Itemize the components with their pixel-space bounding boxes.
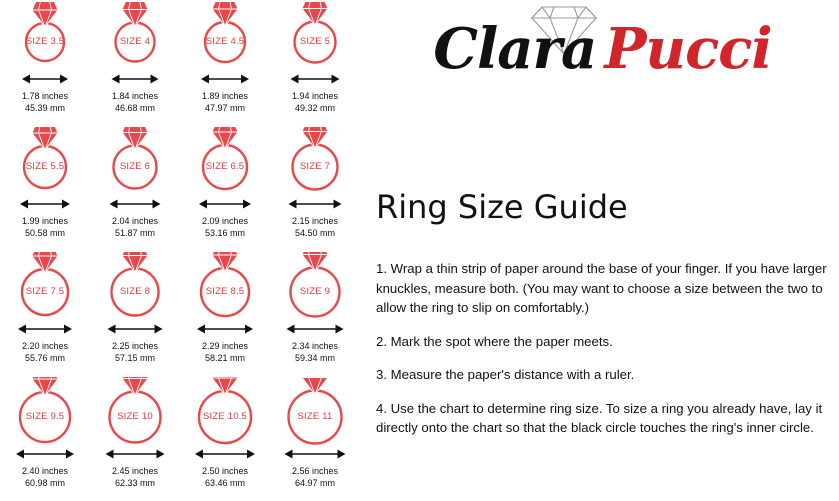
ring-illustration (90, 0, 180, 72)
ring-inches: 2.34 inches (291, 341, 339, 351)
diameter-arrow (90, 72, 180, 88)
ring-illustration (180, 125, 270, 197)
ring-inches: 1.78 inches (21, 91, 69, 101)
ring-illustration (0, 125, 90, 197)
ring-size-label: SIZE 7.5 (25, 286, 65, 297)
ring-mm: 47.97 mm (204, 102, 246, 113)
brand-second-word: Pucci (604, 16, 772, 82)
ring-size-label: SIZE 4 (119, 36, 151, 47)
diameter-arrow (90, 197, 180, 213)
ring-illustration (0, 375, 90, 447)
ring-illustration (90, 250, 180, 322)
diameter-arrow (180, 197, 270, 213)
ring-size-cell (270, 0, 360, 125)
diameter-arrow (0, 322, 90, 338)
ring-size-cell (90, 375, 180, 500)
ring-size-label: SIZE 10 (117, 411, 153, 422)
diameter-arrow (270, 72, 360, 88)
ring-mm: 49.32 mm (294, 102, 336, 113)
ring-size-cell (270, 125, 360, 250)
diameter-arrow (180, 72, 270, 88)
ring-inches: 1.99 inches (21, 216, 69, 226)
ring-inches: 2.04 inches (111, 216, 159, 226)
ring-mm: 54.50 mm (294, 227, 336, 238)
ring-mm: 62.33 mm (114, 477, 156, 488)
ring-size-label: SIZE 5.5 (25, 161, 65, 172)
ring-size-label: SIZE 6 (119, 161, 151, 172)
diameter-arrow (0, 72, 90, 88)
ring-measurements (90, 466, 180, 489)
diameter-arrow (270, 197, 360, 213)
ring-size-label: SIZE 8.5 (205, 286, 245, 297)
ring-illustration (270, 250, 360, 322)
brand-logo (366, 0, 839, 110)
ring-illustration (0, 250, 90, 322)
ring-size-cell (90, 250, 180, 375)
ring-size-cell (180, 0, 270, 125)
ring-illustration (270, 375, 360, 447)
ring-illustration (180, 250, 270, 322)
ring-inches: 2.15 inches (291, 216, 339, 226)
ring-mm: 59.34 mm (294, 352, 336, 363)
diameter-arrow (270, 322, 360, 338)
instruction-steps (376, 246, 831, 452)
ring-measurements (0, 91, 90, 114)
ring-size-label: SIZE 11 (297, 411, 333, 422)
ring-inches: 2.20 inches (21, 341, 69, 351)
ring-measurements (270, 341, 360, 364)
ring-size-chart (0, 0, 360, 501)
ring-mm: 51.87 mm (114, 227, 156, 238)
ring-size-label: SIZE 6.5 (205, 161, 245, 172)
ring-size-cell (0, 0, 90, 125)
ring-size-cell (90, 0, 180, 125)
ring-inches: 2.50 inches (201, 466, 249, 476)
ring-measurements (0, 341, 90, 364)
ring-size-cell (180, 250, 270, 375)
guide-column (366, 0, 839, 501)
ring-illustration (90, 125, 180, 197)
ring-size-cell (270, 250, 360, 375)
ring-inches: 2.09 inches (201, 216, 249, 226)
ring-illustration (90, 375, 180, 447)
ring-mm: 50.58 mm (24, 227, 66, 238)
ring-mm: 53.16 mm (204, 227, 246, 238)
ring-size-cell (90, 125, 180, 250)
instruction-step: 4. Use the chart to determine ring size. To size a ring you already have, lay it directly onto the chart so that the black circle touches the ring's inner circle. (376, 400, 823, 436)
ring-size-label: SIZE 5 (299, 36, 331, 47)
brand-wordmark (366, 18, 839, 81)
diameter-arrow (90, 447, 180, 463)
brand-first-word: Clara (433, 16, 597, 82)
ring-measurements (270, 216, 360, 239)
ring-mm: 64.97 mm (294, 477, 336, 488)
ring-size-label: SIZE 8 (119, 286, 151, 297)
ring-measurements (180, 341, 270, 364)
ring-inches: 2.56 inches (291, 466, 339, 476)
ring-inches: 2.29 inches (201, 341, 249, 351)
ring-size-cell (270, 375, 360, 500)
ring-inches: 1.94 inches (291, 91, 339, 101)
diameter-arrow (180, 322, 270, 338)
ring-size-label: SIZE 7 (299, 161, 331, 172)
instruction-step: 2. Mark the spot where the paper meets. (376, 333, 613, 349)
ring-measurements (0, 216, 90, 239)
ring-size-label: SIZE 9 (299, 286, 331, 297)
ring-inches: 1.84 inches (111, 91, 159, 101)
ring-inches: 1.89 inches (201, 91, 249, 101)
diameter-arrow (0, 197, 90, 213)
ring-mm: 57.15 mm (114, 352, 156, 363)
ring-measurements (90, 216, 180, 239)
ring-size-cell (180, 125, 270, 250)
ring-inches: 2.45 inches (111, 466, 159, 476)
ring-measurements (180, 91, 270, 114)
ring-inches: 2.25 inches (111, 341, 159, 351)
ring-illustration (270, 0, 360, 72)
ring-measurements (180, 466, 270, 489)
ring-measurements (180, 216, 270, 239)
diameter-arrow (270, 447, 360, 463)
ring-size-label: SIZE 4.5 (205, 36, 245, 47)
ring-illustration (0, 0, 90, 72)
ring-measurements (0, 466, 90, 489)
ring-mm: 63.46 mm (204, 477, 246, 488)
instruction-step: 3. Measure the paper's distance with a ruler. (376, 367, 635, 383)
ring-size-label: SIZE 9.5 (25, 411, 65, 422)
ring-inches: 2.40 inches (21, 466, 69, 476)
ring-size-cell (180, 375, 270, 500)
ring-illustration (270, 125, 360, 197)
ring-size-label: SIZE 10.5 (202, 411, 248, 422)
ring-measurements (90, 91, 180, 114)
ring-illustration (180, 375, 270, 447)
ring-size-cell (0, 375, 90, 500)
ring-mm: 45.39 mm (24, 102, 66, 113)
ring-mm: 46.68 mm (114, 102, 156, 113)
ring-size-label: SIZE 3.5 (25, 36, 65, 47)
ring-measurements (90, 341, 180, 364)
diameter-arrow (90, 322, 180, 338)
ring-size-cell (0, 125, 90, 250)
ring-illustration (180, 0, 270, 72)
instruction-step: 1. Wrap a thin strip of paper around the base of your finger. If you have larger knuckles, measure both. (You may want to choose a size between the two to allow the ring to slip on comfortably.) (376, 261, 827, 316)
ring-mm: 55.76 mm (24, 352, 66, 363)
diameter-arrow (180, 447, 270, 463)
diameter-arrow (0, 447, 90, 463)
ring-mm: 58.21 mm (204, 352, 246, 363)
ring-measurements (270, 91, 360, 114)
ring-size-cell (0, 250, 90, 375)
ring-measurements (270, 466, 360, 489)
page-title: Ring Size Guide (376, 188, 628, 226)
ring-mm: 60.98 mm (24, 477, 66, 488)
